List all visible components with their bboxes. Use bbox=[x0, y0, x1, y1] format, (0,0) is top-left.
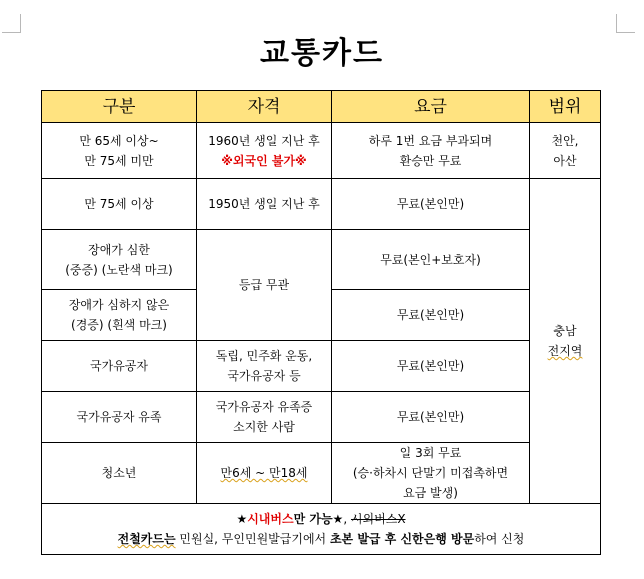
category-line: 만 75세 미만 bbox=[84, 153, 154, 168]
fee-line: (승·하차시 단말기 미접촉하면 bbox=[352, 466, 509, 480]
fee-cell: 무료(본인만) bbox=[332, 290, 530, 341]
qualification-cell bbox=[197, 123, 332, 179]
header-category: 구분 bbox=[42, 91, 197, 123]
intercity-bus-label: 시외버스X bbox=[350, 512, 406, 526]
category-cell: 국가유공자 bbox=[42, 341, 197, 392]
qualification-text: 1960년 생일 지난 후 bbox=[208, 133, 320, 148]
star-icon: ★ bbox=[236, 512, 248, 526]
qualification-text: 만6세 ~ 만18세 bbox=[220, 466, 308, 480]
notes-cell bbox=[42, 504, 601, 555]
table-row bbox=[42, 179, 601, 230]
note-text: 민원실, 무인민원발급기에서 bbox=[175, 532, 330, 546]
header-fee: 요금 bbox=[332, 91, 530, 123]
notes-row bbox=[42, 504, 601, 555]
qualification-cell: 1950년 생일 지난 후 bbox=[197, 179, 332, 230]
subway-card-note bbox=[44, 529, 598, 549]
scope-line: 아산 bbox=[553, 153, 577, 168]
table-row bbox=[42, 123, 601, 179]
qualification-cell: 등급 무관 bbox=[197, 230, 332, 341]
qualification-cell bbox=[197, 443, 332, 504]
category-line: 장애가 심하지 않은 bbox=[68, 298, 170, 312]
fee-cell bbox=[332, 443, 530, 504]
issue-instruction: 초본 발급 후 신한은행 방문 bbox=[329, 532, 475, 546]
qualification-line: 독립, 민주화 운동, bbox=[215, 349, 313, 363]
category-line: 장애가 심한 bbox=[88, 242, 150, 257]
fee-cell: 무료(본인만) bbox=[332, 179, 530, 230]
category-cell bbox=[42, 290, 197, 341]
category-cell: 국가유공자 유족 bbox=[42, 392, 197, 443]
fee-line: 요금 발생) bbox=[403, 486, 458, 500]
table-row bbox=[42, 230, 601, 290]
note-text: 하여 신청 bbox=[474, 532, 525, 546]
category-cell: 청소년 bbox=[42, 443, 197, 504]
table-header-row bbox=[42, 91, 601, 123]
category-line: (경증) (흰색 마크) bbox=[71, 318, 167, 332]
bus-availability-note bbox=[44, 509, 598, 529]
category-cell: 만 75세 이상 bbox=[42, 179, 197, 230]
table-row bbox=[42, 443, 601, 504]
qualification-cell bbox=[197, 392, 332, 443]
fee-line: 하루 1번 요금 부과되며 bbox=[368, 133, 493, 148]
scope-line: 천안, bbox=[551, 133, 579, 148]
header-qualification: 자격 bbox=[197, 91, 332, 123]
fee-line: 일 3회 무료 bbox=[399, 446, 462, 460]
fee-cell: 무료(본인만) bbox=[332, 392, 530, 443]
transit-card-table bbox=[41, 90, 601, 555]
scope-line: 전지역 bbox=[547, 344, 583, 358]
scope-cell bbox=[530, 123, 601, 179]
category-cell bbox=[42, 123, 197, 179]
category-line: (중증) (노란색 마크) bbox=[65, 262, 173, 277]
table-row bbox=[42, 341, 601, 392]
qualification-line: 국가유공자 유족증 bbox=[215, 400, 313, 414]
table-row bbox=[42, 392, 601, 443]
document-title: 교통카드 bbox=[260, 36, 384, 71]
fee-cell: 무료(본인+보호자) bbox=[332, 230, 530, 290]
fee-line: 환승만 무료 bbox=[399, 153, 462, 168]
qualification-cell bbox=[197, 341, 332, 392]
category-line: 만 65세 이상~ bbox=[79, 133, 159, 148]
city-bus-label: 시내버스 bbox=[247, 512, 294, 526]
header-scope: 범위 bbox=[530, 91, 601, 123]
scope-merged-cell bbox=[530, 179, 601, 504]
subway-card-name: 전철카드는 bbox=[117, 532, 176, 546]
qualification-line: 국가유공자 등 bbox=[227, 369, 301, 383]
qualification-line: 소지한 사람 bbox=[233, 420, 295, 434]
scope-line: 충남 bbox=[553, 324, 577, 338]
category-cell bbox=[42, 230, 197, 290]
fee-cell bbox=[332, 123, 530, 179]
separator-text: , bbox=[343, 512, 351, 526]
available-label: 만 가능 bbox=[293, 512, 333, 526]
star-icon: ★ bbox=[332, 512, 344, 526]
foreigner-restriction-note: ※외국인 불가※ bbox=[221, 153, 307, 168]
fee-cell: 무료(본인만) bbox=[332, 341, 530, 392]
